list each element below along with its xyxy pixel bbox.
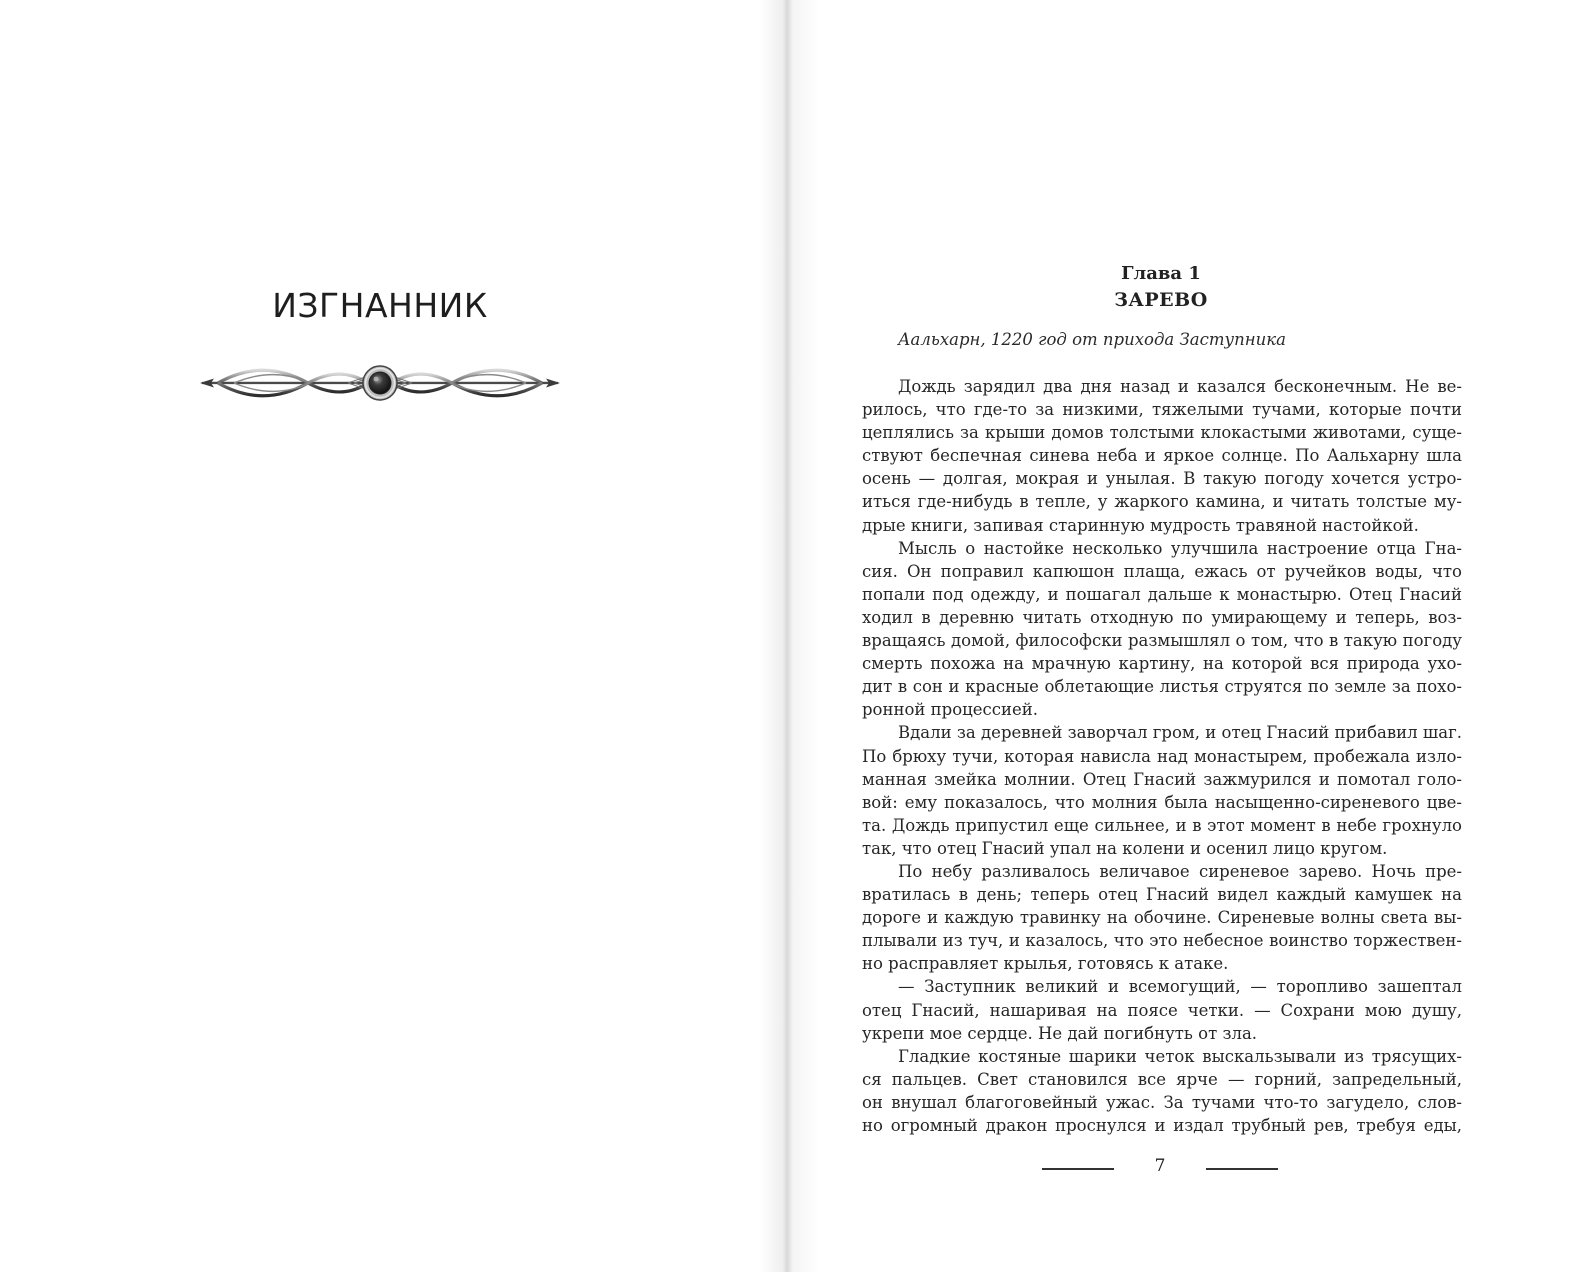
chapter-title: ЗАРЕВО <box>1114 289 1208 311</box>
text-line: вой: ему показалось, что молния была насыщенно-сиреневого цве- <box>862 792 1462 812</box>
chapter-number: Глава 1 <box>1121 263 1201 284</box>
text-line: рилось, что где-то за низкими, тяжелыми тучами, которые почти <box>862 400 1462 420</box>
text-line: ствуют беспечная синева неба и яркое солнце. По Аальхарну шла <box>862 446 1462 466</box>
text-line: он внушал благоговейный ужас. За тучами что-то загудело, слов- <box>862 1092 1462 1112</box>
text-line: ронной процессией. <box>862 700 1039 720</box>
text-line: но расправляет крылья, готовясь к атаке. <box>862 954 1229 974</box>
text-line: осень — долгая, мокрая и унылая. В такую погоду хочется устро- <box>862 469 1462 489</box>
page-folio <box>1040 1156 1280 1182</box>
decorative-flourish-icon <box>198 358 562 408</box>
page-number: 7 <box>1154 1156 1166 1176</box>
text-line: попали под одежду, и пошагал дальше к монастырю. Отец Гнасий <box>862 584 1462 604</box>
text-line: иться где-нибудь в тепле, у жаркого камина, и читать толстые му- <box>862 492 1462 512</box>
text-line: Вдали за деревней заворчал гром, и отец Гнасий прибавил шаг. <box>898 723 1462 743</box>
text-line: Гладкие костяные шарики четок выскальзывали из трясущих- <box>898 1046 1462 1066</box>
text-line: По небу разливалось величавое сиреневое зарево. Ночь пре- <box>898 861 1462 881</box>
text-line: смерть похожа на мрачную картину, на которой вся природа ухо- <box>862 654 1462 674</box>
text-line: укрепи мое сердце. Не дай погибнуть от зла. <box>862 1023 1258 1043</box>
text-line: дит в сон и красные облетающие листья струятся по земле за похо- <box>862 677 1462 697</box>
chapter-epigraph: Аальхарн, 1220 год от прихода Заступника <box>898 330 1286 349</box>
chapter-heading <box>860 262 1462 314</box>
left-page <box>0 0 786 1272</box>
text-line: цеплялись за крыши домов толстыми клокастыми животами, суще- <box>862 423 1462 443</box>
text-line: плывали из туч, и казалось, что это небесное воинство торжествен- <box>862 931 1462 951</box>
text-line: Дождь зарядил два дня назад и казался бесконечным. Не ве- <box>898 377 1462 396</box>
text-line: Мысль о настойке несколько улучшила настроение отца Гна- <box>898 538 1462 558</box>
text-line: отец Гнасий, нашаривая на поясе четки. — Сохрани мою душу, <box>862 1000 1462 1020</box>
text-line: ходил в деревню читать отходную по умирающему и теперь, воз- <box>862 607 1462 627</box>
text-line: но огромный дракон проснулся и издал трубный рев, требуя еды, <box>862 1116 1462 1135</box>
book-section-title: ИЗГНАННИК <box>272 286 488 325</box>
text-line: та. Дождь припустил еще сильнее, и в этот момент в небе грохнуло <box>862 815 1462 835</box>
text-line: ся пальцев. Свет становился все ярче — горний, запредельный, <box>862 1069 1462 1089</box>
text-line: манная змейка молнии. Отец Гнасий зажмурился и помотал голо- <box>862 769 1462 789</box>
text-line: — Заступник великий и всемогущий, — торопливо зашептал <box>898 977 1462 997</box>
text-line: дрые книги, запивая старинную мудрость травяной настойкой. <box>862 515 1419 535</box>
text-line: По брюху тучи, которая нависла над монастырем, пробежала изло- <box>862 746 1462 766</box>
text-line: дороге и каждую травинку на обочине. Сиреневые волны света вы- <box>862 908 1462 928</box>
text-line: так, что отец Гнасий упал на колени и осенил лицо кругом. <box>862 838 1388 858</box>
text-line: сия. Он поправил капюшон плаща, ежась от ручейков воды, что <box>862 561 1462 581</box>
chapter-body-text <box>862 375 1462 1137</box>
text-line: вращаясь домой, философски размышлял о том, что в такую погоду <box>862 631 1462 651</box>
text-line: вратилась в день; теперь отец Гнасий видел каждый камушек на <box>862 885 1462 905</box>
folio-rule-right <box>1206 1168 1278 1170</box>
